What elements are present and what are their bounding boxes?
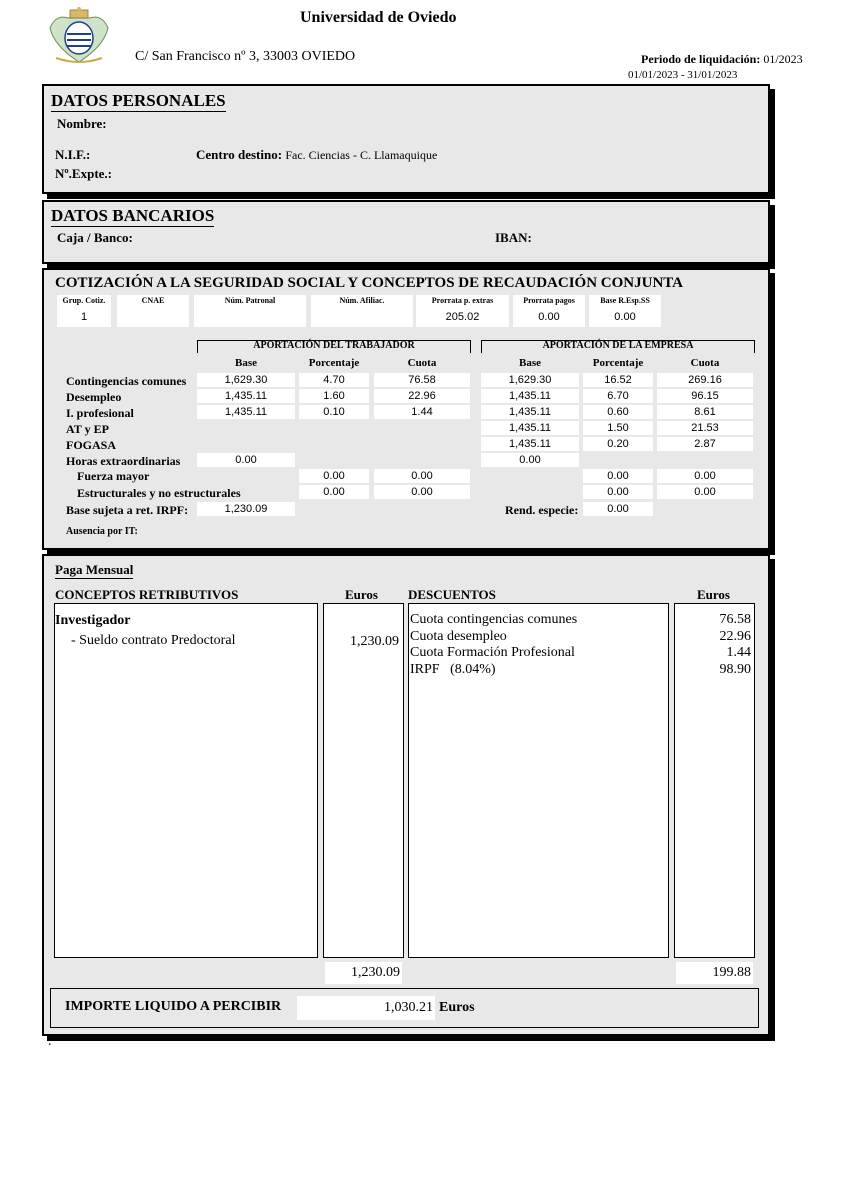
e-cuota-contingencias: 269.16 bbox=[657, 373, 753, 387]
t-cuota-estructurales: 0.00 bbox=[374, 485, 470, 499]
descuento-label: IRPF (8.04%) bbox=[410, 662, 496, 677]
irpf-value: 1,230.09 bbox=[197, 502, 295, 516]
e-base-atep: 1,435.11 bbox=[481, 421, 579, 435]
especie-label: Rend. especie: bbox=[505, 503, 579, 517]
row-label-atep: AT y EP bbox=[66, 422, 109, 436]
base-resp-value: 0.00 bbox=[614, 311, 636, 323]
footer-dot: . bbox=[48, 1034, 52, 1049]
irpf-label: Base sujeta a ret. IRPF: bbox=[66, 503, 189, 517]
e-base-contingencias: 1,629.30 bbox=[481, 373, 579, 387]
prorrata-extras-box bbox=[416, 295, 509, 327]
e-pct-atep: 1.50 bbox=[583, 421, 653, 435]
grup-cotiz-box bbox=[57, 295, 111, 327]
grup-cotiz-value: 1 bbox=[80, 311, 88, 323]
nif-label: N.I.F.: bbox=[55, 147, 91, 162]
nombre-label: Nombre: bbox=[57, 116, 107, 131]
centro-destino bbox=[196, 147, 437, 163]
t-base-desempleo: 1,435.11 bbox=[197, 389, 295, 403]
e-base-iprofesional: 1,435.11 bbox=[481, 405, 579, 419]
iban-label: IBAN: bbox=[495, 230, 532, 245]
banco-label: Caja / Banco: bbox=[57, 230, 133, 245]
t-base-contingencias: 1,629.30 bbox=[197, 373, 295, 387]
e-pct-contingencias: 16.52 bbox=[583, 373, 653, 387]
datos-bancarios-title: DATOS BANCARIOS bbox=[51, 206, 215, 225]
e-cuota-estructurales: 0.00 bbox=[657, 485, 753, 499]
conceptos-euros-header: Euros bbox=[345, 587, 378, 602]
t-cuota-contingencias: 76.58 bbox=[374, 373, 470, 387]
t-col-pct: Porcentaje bbox=[308, 357, 360, 369]
period bbox=[641, 52, 803, 67]
descuento-amount: 1.44 bbox=[726, 645, 751, 660]
prorrata-pagos-box bbox=[513, 295, 585, 327]
cnae-box bbox=[117, 295, 189, 327]
total-descuentos: 199.88 bbox=[676, 962, 753, 984]
concept-label: - Sueldo contrato Predoctoral bbox=[71, 633, 236, 648]
datos-personales-title: DATOS PERSONALES bbox=[51, 91, 226, 110]
num-patronal-box bbox=[194, 295, 306, 327]
period-value: 01/2023 bbox=[763, 52, 803, 66]
descuento-label: Cuota contingencias comunes bbox=[410, 612, 578, 627]
t-pct-desempleo: 1.60 bbox=[299, 389, 369, 403]
liquido-unit: Euros bbox=[439, 1000, 475, 1015]
num-afiliac-label: Núm. Afiliac. bbox=[339, 296, 385, 305]
t-pct-contingencias: 4.70 bbox=[299, 373, 369, 387]
prorrata-extras-value: 205.02 bbox=[445, 311, 480, 323]
e-base-horas: 0.00 bbox=[481, 453, 579, 467]
e-base-fogasa: 1,435.11 bbox=[481, 437, 579, 451]
t-base-horas: 0.00 bbox=[197, 453, 295, 467]
concept-group: Investigador bbox=[55, 613, 131, 628]
t-col-cuota: Cuota bbox=[407, 357, 437, 369]
t-cuota-iprofesional: 1.44 bbox=[374, 405, 470, 419]
e-cuota-desempleo: 96.15 bbox=[657, 389, 753, 403]
ausencia-label: Ausencia por IT: bbox=[66, 526, 138, 537]
t-base-iprofesional: 1,435.11 bbox=[197, 405, 295, 419]
prorrata-extras-label: Prorrata p. extras bbox=[431, 296, 494, 305]
row-label-horas: Horas extraordinarias bbox=[66, 454, 181, 468]
expte-label: Nº.Expte.: bbox=[55, 166, 113, 181]
t-col-base: Base bbox=[235, 357, 257, 369]
row-label-estructurales: Estructurales y no estructurales bbox=[77, 486, 241, 500]
descuento-label: Cuota desempleo bbox=[410, 629, 507, 644]
concept-amount: 1,230.09 bbox=[350, 634, 399, 649]
centro-value: Fac. Ciencias - C. Llamaquique bbox=[285, 148, 438, 162]
row-label-desempleo: Desempleo bbox=[66, 390, 122, 404]
e-col-cuota: Cuota bbox=[690, 357, 720, 369]
e-pct-fuerza: 0.00 bbox=[583, 469, 653, 483]
row-label-contingencias: Contingencias comunes bbox=[66, 374, 187, 388]
e-cuota-fuerza: 0.00 bbox=[657, 469, 753, 483]
university-logo bbox=[46, 6, 112, 66]
e-base-desempleo: 1,435.11 bbox=[481, 389, 579, 403]
e-cuota-atep: 21.53 bbox=[657, 421, 753, 435]
base-resp-box bbox=[589, 295, 661, 327]
descuento-amount: 22.96 bbox=[719, 629, 751, 644]
conceptos-header: CONCEPTOS RETRIBUTIVOS bbox=[55, 587, 239, 602]
total-conceptos: 1,230.09 bbox=[325, 962, 402, 984]
liquido-value: 1,030.21 bbox=[297, 996, 435, 1020]
prorrata-pagos-value: 0.00 bbox=[538, 311, 560, 323]
t-pct-estructurales: 0.00 bbox=[299, 485, 369, 499]
period-range: 01/01/2023 - 31/01/2023 bbox=[628, 69, 738, 81]
cnae-label: CNAE bbox=[141, 296, 165, 305]
university-name: Universidad de Oviedo bbox=[300, 9, 457, 26]
t-pct-fuerza: 0.00 bbox=[299, 469, 369, 483]
row-label-fuerza: Fuerza mayor bbox=[77, 469, 150, 483]
trabajador-bracket bbox=[197, 340, 471, 353]
e-pct-estructurales: 0.00 bbox=[583, 485, 653, 499]
descuento-label: Cuota Formación Profesional bbox=[410, 645, 575, 660]
base-resp-label: Base R.Esp.SS bbox=[600, 296, 650, 305]
row-label-fogasa: FOGASA bbox=[66, 438, 117, 452]
e-pct-fogasa: 0.20 bbox=[583, 437, 653, 451]
num-afiliac-box bbox=[311, 295, 413, 327]
centro-label: Centro destino: bbox=[196, 147, 283, 162]
descuento-amount: 76.58 bbox=[719, 612, 751, 627]
e-cuota-iprofesional: 8.61 bbox=[657, 405, 753, 419]
liquido-label: IMPORTE LIQUIDO A PERCIBIR bbox=[65, 999, 282, 1014]
trabajador-title: APORTACIÓN DEL TRABAJADOR bbox=[253, 340, 415, 351]
e-col-base: Base bbox=[519, 357, 541, 369]
e-pct-desempleo: 6.70 bbox=[583, 389, 653, 403]
period-label: Periodo de liquidación: bbox=[641, 52, 761, 66]
conceptos-euros-column bbox=[323, 603, 404, 958]
e-pct-iprofesional: 0.60 bbox=[583, 405, 653, 419]
num-patronal-label: Núm. Patronal bbox=[224, 296, 276, 305]
paga-title: Paga Mensual bbox=[55, 562, 134, 577]
prorrata-pagos-label: Prorrata pagos bbox=[523, 296, 575, 305]
t-cuota-desempleo: 22.96 bbox=[374, 389, 470, 403]
descuentos-euros-header: Euros bbox=[697, 587, 730, 602]
empresa-title: APORTACIÓN DE LA EMPRESA bbox=[542, 340, 694, 351]
row-label-iprofesional: I. profesional bbox=[66, 406, 134, 420]
cotizacion-title: COTIZACIÓN A LA SEGURIDAD SOCIAL Y CONCEPTOS DE RECAUDACIÓN CONJUNTA bbox=[55, 275, 684, 291]
t-pct-iprofesional: 0.10 bbox=[299, 405, 369, 419]
address: C/ San Francisco nº 3, 33003 OVIEDO bbox=[135, 49, 356, 64]
descuento-amount: 98.90 bbox=[719, 662, 751, 677]
especie-value: 0.00 bbox=[583, 502, 653, 516]
empresa-bracket bbox=[481, 340, 755, 353]
t-cuota-fuerza: 0.00 bbox=[374, 469, 470, 483]
grup-cotiz-label: Grup. Cotiz. bbox=[62, 296, 106, 305]
conceptos-column bbox=[54, 603, 318, 958]
e-cuota-fogasa: 2.87 bbox=[657, 437, 753, 451]
descuentos-header: DESCUENTOS bbox=[408, 587, 496, 602]
e-col-pct: Porcentaje bbox=[592, 357, 644, 369]
